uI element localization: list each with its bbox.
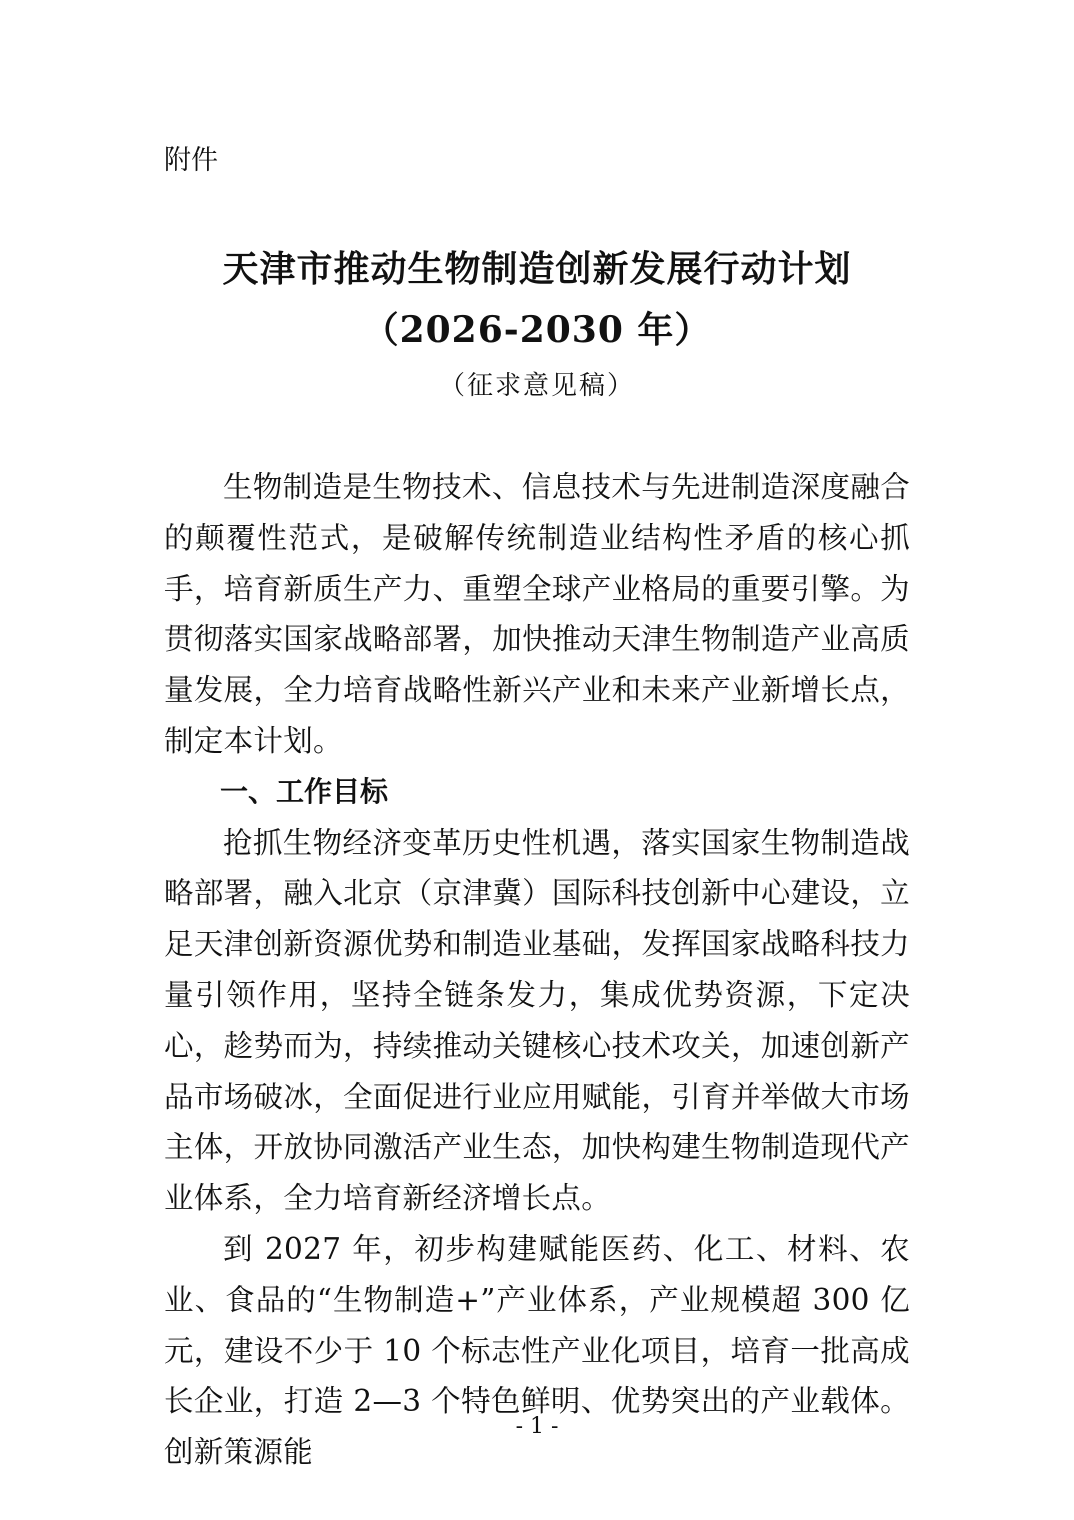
page-number: - 1 - xyxy=(515,1414,559,1439)
document-title: 天津市推动生物制造创新发展行动计划 xyxy=(222,248,852,290)
annex-label: 附件 xyxy=(164,145,218,176)
section-heading-work-goals: 一、工作目标 xyxy=(220,774,389,808)
document-title-years: （2026-2030 年） xyxy=(362,309,712,351)
draft-status-subtitle: （征求意见稿） xyxy=(438,371,635,401)
section1-paragraph-1: 抢抓生物经济变革历史性机遇，落实国家生物制造战略部署，融入北京（京津冀）国际科技创新中心建设，立足天津创新资源优势和制造业基础，发挥国家战略科技力量引领作用，坚持全链条发力，集成优势资源，下定决心，趁势而为，持续推动关键核心技术攻关，加速创新产品市场破冰，全面促进行业应用赋能，引育并举做大市场主体，开放协同激活产业生态，加快构建生物制造现代产业体系，全力培育新经济增长点。 xyxy=(164,825,910,1216)
document-body xyxy=(164,462,910,1478)
intro-paragraph: 生物制造是生物技术、信息技术与先进制造深度融合的颠覆性范式，是破解传统制造业结构性矛盾的核心抓手，培育新质生产力、重塑全球产业格局的重要引擎。为贯彻落实国家战略部署，加快推动天津生物制造产业高质量发展，全力培育战略性新兴产业和未来产业新增长点，制定本计划。 xyxy=(164,470,910,758)
section1-paragraph-2: 到 2027 年，初步构建赋能医药、化工、材料、农业、食品的“生物制造+”产业体系，产业规模超 300 亿元，建设不少于 10 个标志性产业化项目，培育一批高成长企业，打造 2—3 个特色鲜明、优势突出的产业载体。创新策源能 xyxy=(164,1231,910,1470)
